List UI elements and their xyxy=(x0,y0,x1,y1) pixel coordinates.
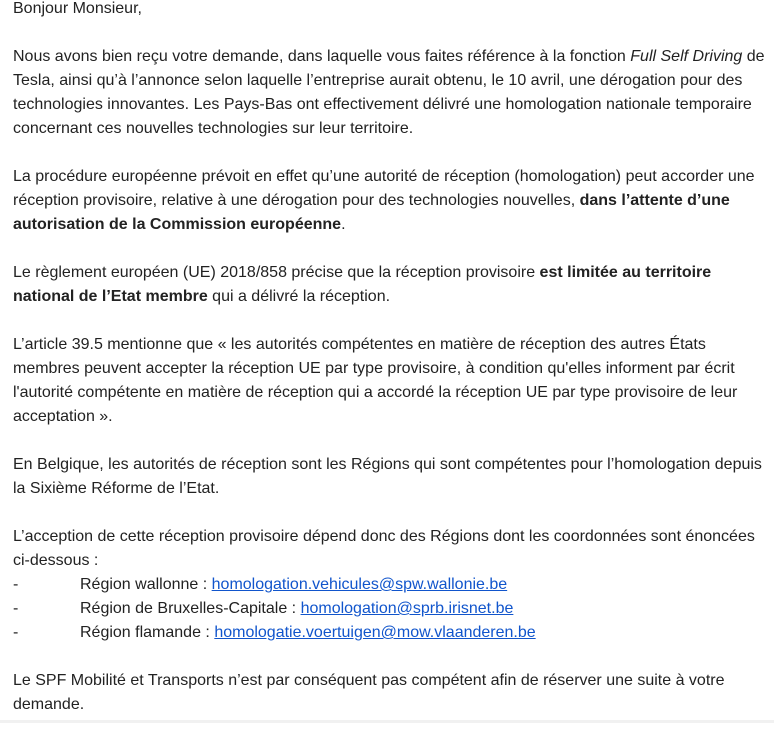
email-link-bruxelles[interactable]: homologation@sprb.irisnet.be xyxy=(300,600,514,617)
regions-list xyxy=(13,573,769,645)
paragraph-text: qui a délivré la réception. xyxy=(207,288,391,305)
email-link-vlaanderen[interactable]: homologatie.voertuigen@mow.vlaanderen.be xyxy=(214,624,536,641)
paragraph-european-procedure xyxy=(13,165,769,237)
paragraph-text: La procédure européenne prévoit en effet qu’une autorité de réception (homologation) peut accorder une réception provisoire, relative à une dérogation pour des technologies nouvelles, xyxy=(13,168,755,209)
paragraph-regions-intro: L’acception de cette réception provisoire dépend donc des Régions dont les coordonnées sont énoncées ci-dessous : xyxy=(13,528,755,569)
paragraph-text: de Tesla, ainsi qu’à l’annonce selon laquelle l’entreprise aurait obtenu, le 10 avril, une dérogation pour des technologies innovantes. Les Pays-Bas ont effectivement délivré une homologation nationale temporaire concernant ces nouvelles technologies sur leur territoire. xyxy=(13,48,765,137)
list-dash: - xyxy=(13,624,19,641)
paragraph-belgium-regions: En Belgique, les autorités de réception sont les Régions qui sont compétentes pour l’homologation depuis la Sixième Réforme de l’Etat. xyxy=(13,456,762,497)
list-item-bruxelles xyxy=(13,597,769,621)
paragraph-text: Le règlement européen (UE) 2018/858 précise que la réception provisoire xyxy=(13,264,540,281)
paragraph-article-39-5: L’article 39.5 mentionne que « les autorités compétentes en matière de réception des autres États membres peuvent accepter la réception UE par type provisoire, à condition qu'elles informent par écrit l'autorité compétente en matière de réception qui a accordé la réception UE par type provisoire de leur acceptation ». xyxy=(13,336,738,425)
paragraph-text: Nous avons bien reçu votre demande, dans laquelle vous faites référence à la fonction xyxy=(13,48,631,65)
region-label: Région wallonne : xyxy=(80,576,212,593)
list-dash: - xyxy=(13,600,19,617)
list-item-flamande xyxy=(13,621,769,645)
greeting: Bonjour Monsieur, xyxy=(13,0,142,17)
paragraph-full-self-driving xyxy=(13,45,769,141)
paragraph-regulation xyxy=(13,261,769,309)
emphasis-commission-authorisation: dans l’attente d’une autorisation de la Commission européenne xyxy=(13,192,730,233)
email-body xyxy=(13,0,769,741)
emphasis-national-territory: est limitée au territoire national de l’Etat membre xyxy=(13,264,712,305)
region-label: Région de Bruxelles-Capitale : xyxy=(80,600,301,617)
paragraph-conclusion: Le SPF Mobilité et Transports n’est par conséquent pas compétent afin de réserver une suite à votre demande. xyxy=(13,672,725,713)
list-dash: - xyxy=(13,576,19,593)
email-link-wallonie[interactable]: homologation.vehicules@spw.wallonie.be xyxy=(211,576,508,593)
list-item-wallonne xyxy=(13,573,769,597)
emphasis-full-self-driving: Full Self Driving xyxy=(630,48,743,65)
paragraph-text: . xyxy=(341,216,346,233)
region-label: Région flamande : xyxy=(80,624,215,641)
